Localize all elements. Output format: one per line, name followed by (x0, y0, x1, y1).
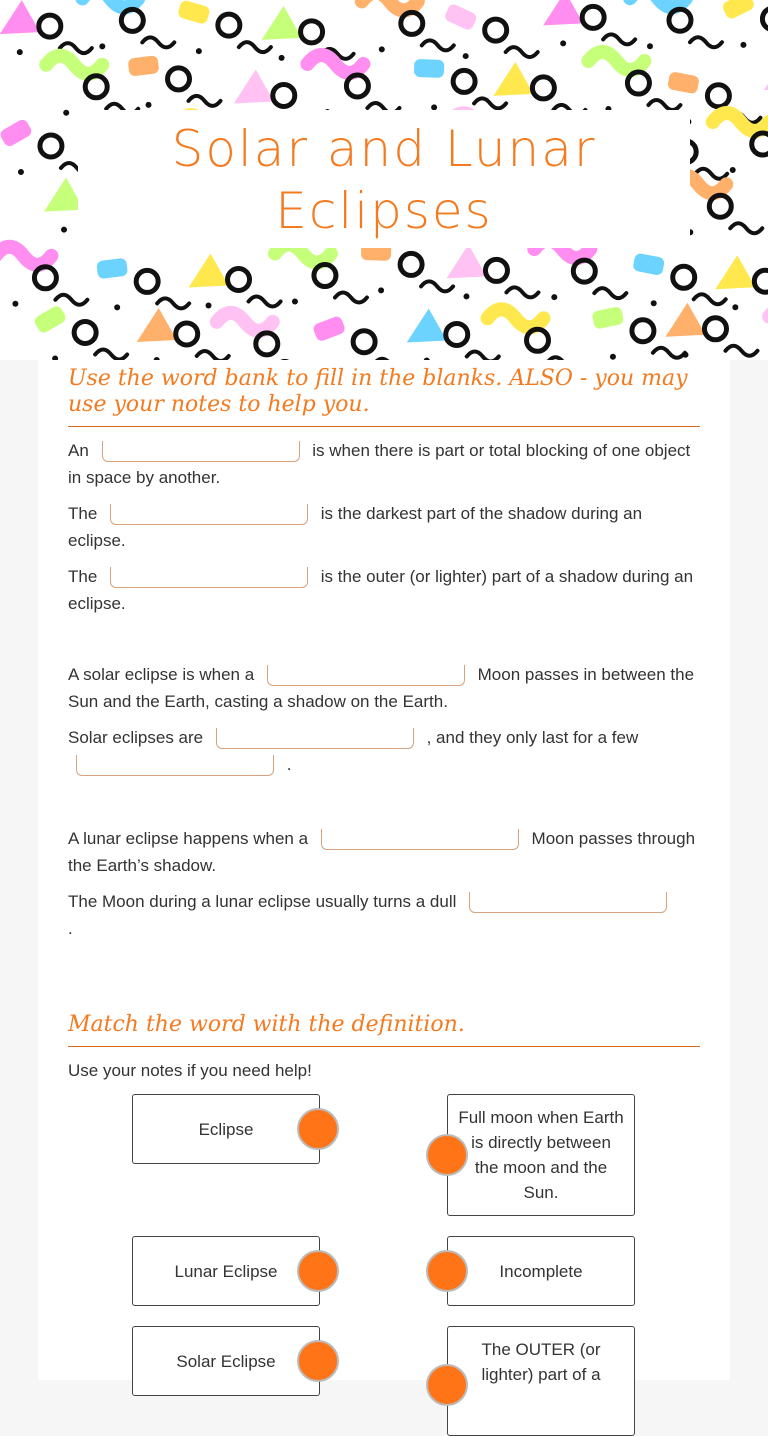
ring-shape (314, 265, 336, 287)
fill-blanks-heading: Use the word bank to fill in the blanks. ALSO - you may use your notes to help you. (68, 366, 700, 427)
squiggle-shape (197, 351, 229, 360)
squiggle-shape (653, 348, 685, 358)
squiggle-shape (95, 349, 127, 359)
triangle-shape (262, 6, 302, 40)
squiggle-shape (474, 98, 506, 108)
page-title-line-1: Solar and Lunar (171, 120, 597, 178)
squiggle-shape (725, 346, 757, 356)
rect-shape (414, 59, 445, 78)
dot-shape (378, 287, 384, 293)
dot-shape (682, 352, 688, 358)
worksheet (38, 360, 730, 1384)
squiggle-shape (506, 47, 538, 57)
triangle-shape (0, 0, 40, 34)
rect-shape (667, 71, 700, 94)
rect-shape (33, 304, 68, 335)
triangle-shape (137, 308, 177, 342)
blob-shape (46, 56, 102, 74)
rect-shape (0, 118, 33, 149)
match-dot-left-2[interactable] (297, 1250, 339, 1292)
blank-input-1[interactable] (102, 441, 300, 462)
q6-pre: A lunar eclipse happens when a (68, 829, 309, 848)
dot-shape (610, 354, 616, 360)
squiggle-shape (189, 96, 221, 106)
rect-shape (312, 315, 346, 343)
match-dot-right-3[interactable] (426, 1364, 468, 1406)
ring-shape (228, 268, 250, 290)
dot-shape (292, 299, 298, 305)
dot-shape (560, 40, 566, 46)
match-left-solar-eclipse[interactable]: Solar Eclipse (132, 1326, 320, 1396)
blob-shape (362, 0, 418, 10)
match-instruction: Use your notes if you need help! (68, 1061, 312, 1080)
blank-input-8[interactable] (469, 892, 667, 913)
ring-shape (273, 84, 295, 106)
rect-shape (721, 0, 756, 21)
ring-shape (218, 14, 240, 36)
ring-shape (34, 267, 56, 289)
match-dot-left-3[interactable] (297, 1340, 339, 1382)
ring-shape (527, 329, 549, 351)
blob-shape (82, 0, 138, 7)
ring-shape (40, 135, 62, 157)
ring-shape (400, 253, 422, 275)
triangle-shape (543, 0, 583, 25)
ring-shape (136, 270, 158, 292)
q1-pre: An (68, 441, 89, 460)
squiggle-shape (594, 288, 626, 298)
triangle-shape (407, 308, 447, 342)
ring-shape (532, 77, 554, 99)
dot-shape (18, 169, 24, 175)
ring-shape (301, 21, 323, 43)
blob-shape (630, 0, 686, 7)
dot-shape (379, 46, 385, 52)
dot-shape (12, 301, 18, 307)
q3-pre: The (68, 567, 98, 586)
q2-pre: The (68, 504, 98, 523)
blob-shape (0, 247, 51, 265)
ring-shape (709, 195, 731, 217)
squiggle-shape (690, 37, 722, 47)
q5-mid: , and they only last for a few (426, 728, 639, 747)
dot-shape (279, 55, 285, 61)
ring-shape (754, 270, 768, 292)
squiggle-shape (422, 40, 454, 50)
squiggle-shape (694, 294, 726, 304)
dot-shape (463, 293, 469, 299)
q2-post: is the darkest part of the shadow during an eclipse. (68, 504, 643, 550)
rect-shape (128, 55, 160, 77)
ring-shape (485, 259, 507, 281)
blank-input-2[interactable] (110, 504, 308, 525)
blob-shape (488, 309, 544, 327)
ring-shape (446, 323, 468, 345)
squiggle-shape (730, 223, 762, 233)
triangle-shape (715, 255, 755, 289)
dot-shape (551, 294, 557, 300)
triangle-shape (189, 253, 229, 287)
ring-shape (453, 70, 475, 92)
blank-input-3[interactable] (110, 567, 308, 588)
dot-shape (730, 167, 736, 173)
triangle-shape (234, 69, 274, 103)
blank-input-7[interactable] (321, 829, 519, 850)
triangle-shape (665, 303, 705, 337)
ring-shape (485, 19, 507, 41)
match-left-eclipse[interactable]: Eclipse (132, 1094, 320, 1164)
ring-shape (85, 76, 107, 98)
match-dot-right-1[interactable] (426, 1134, 468, 1176)
blank-input-6[interactable] (76, 755, 274, 776)
question-7 (68, 888, 700, 942)
title-box (78, 110, 690, 248)
squiggle-shape (249, 296, 281, 306)
match-left-lunar-eclipse[interactable]: Lunar Eclipse (132, 1236, 320, 1306)
dot-shape (651, 300, 657, 306)
ring-shape (256, 333, 278, 355)
dot-shape (146, 102, 152, 108)
triangle-shape (764, 56, 768, 90)
blob-shape (713, 113, 768, 131)
q1-post: is when there is part or total blocking of one object in space by another. (68, 441, 691, 487)
ring-shape (632, 320, 654, 342)
match-right-incomplete[interactable]: Incomplete (447, 1236, 635, 1306)
question-3 (68, 563, 700, 617)
question-5 (68, 724, 700, 778)
match-right-full-moon-definition[interactable]: Full moon when Earth is directly between the moon and the Sun. (447, 1094, 635, 1216)
match-dot-right-2[interactable] (426, 1250, 468, 1292)
ring-shape (401, 12, 423, 34)
ring-shape (353, 331, 375, 353)
rect-shape (632, 253, 665, 276)
q5-pre: Solar eclipses are (68, 728, 204, 747)
triangle-shape (446, 244, 486, 278)
ring-shape (176, 323, 198, 345)
dot-shape (732, 304, 738, 310)
dot-shape (99, 43, 105, 49)
triangle-shape (493, 62, 533, 96)
dot-shape (61, 227, 67, 233)
blob-shape (307, 55, 363, 73)
match-heading: Match the word with the definition. (68, 1012, 700, 1047)
ring-shape (707, 85, 729, 107)
dot-shape (463, 53, 469, 59)
blob-shape (588, 52, 644, 70)
dot-shape (63, 110, 69, 116)
squiggle-shape (142, 37, 174, 47)
ring-shape (121, 9, 143, 31)
dot-shape (206, 302, 212, 308)
match-right-outer-shadow-definition[interactable]: The OUTER (or lighter) part of a (447, 1326, 635, 1436)
squiggle-shape (421, 281, 453, 291)
ring-shape (673, 266, 695, 288)
blank-input-5[interactable] (216, 728, 414, 749)
squiggle-shape (157, 298, 189, 308)
blob-shape (217, 313, 273, 331)
ring-shape (627, 72, 649, 94)
q3-post: is the outer (or lighter) part of a shadow during an eclipse. (68, 567, 694, 613)
squiggle-shape (55, 295, 87, 305)
ring-shape (582, 6, 604, 28)
q4-post: Moon passes in between the Sun and the Earth, casting a shadow on the Earth. (68, 665, 695, 711)
dot-shape (647, 43, 653, 49)
squiggle-shape (239, 42, 271, 52)
page-title (78, 118, 690, 242)
q5-end: . (286, 755, 292, 774)
squiggle-shape (467, 351, 499, 360)
blank-input-4[interactable] (267, 665, 465, 686)
question-1 (68, 437, 700, 491)
rect-shape (443, 3, 478, 32)
ring-shape (74, 321, 96, 343)
ring-shape (168, 68, 190, 90)
dot-shape (114, 304, 120, 310)
squiggle-shape (648, 100, 680, 110)
match-dot-left-1[interactable] (297, 1108, 339, 1150)
ring-shape (39, 15, 61, 37)
ring-shape (573, 260, 595, 282)
page-title-line-2: Eclipses (275, 182, 493, 240)
ring-shape (704, 318, 726, 340)
ring-shape (346, 75, 368, 97)
q7-end: . (68, 919, 73, 938)
q4-pre: A solar eclipse is when a (68, 665, 255, 684)
rect-shape (96, 258, 128, 280)
q6-post: Moon passes through the Earth’s shadow. (68, 829, 696, 875)
ring-shape (762, 8, 768, 30)
question-2 (68, 500, 700, 554)
question-6 (68, 825, 700, 879)
question-4 (68, 661, 700, 715)
ring-shape (669, 9, 691, 31)
squiggle-shape (506, 287, 538, 297)
rect-shape (177, 0, 211, 25)
rect-shape (591, 306, 624, 330)
dot-shape (740, 42, 746, 48)
q7-pre: The Moon during a lunar eclipse usually turns a dull (68, 892, 457, 911)
dot-shape (196, 48, 202, 54)
squiggle-shape (603, 34, 635, 44)
dot-shape (17, 49, 23, 55)
header-banner (0, 0, 768, 360)
squiggle-shape (335, 293, 367, 303)
